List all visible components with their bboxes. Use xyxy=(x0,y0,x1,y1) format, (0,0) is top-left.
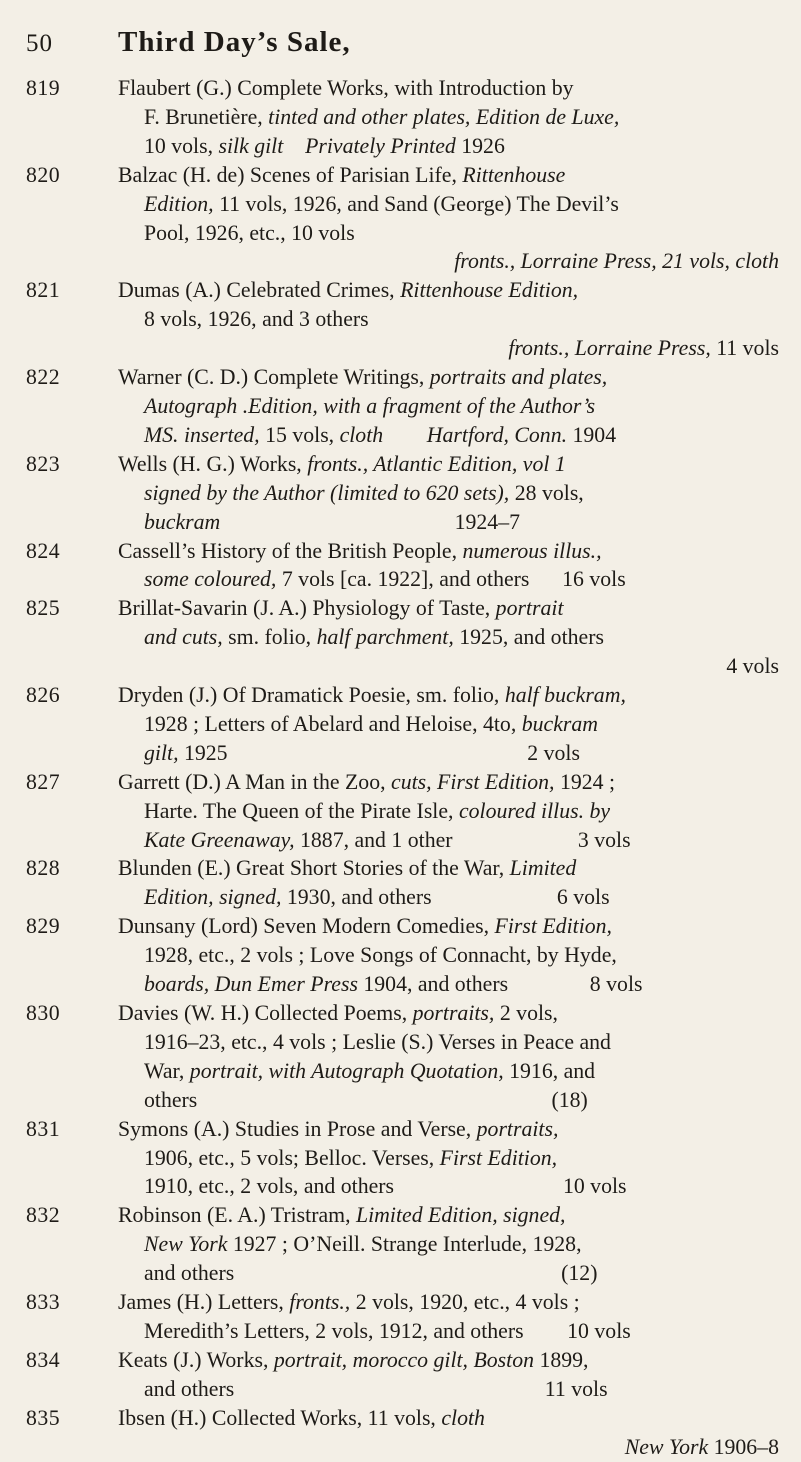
text-run: 1927 ; O’Neill. Strange Interlude, 1928, xyxy=(227,1232,582,1257)
text-run: Robinson (E. A.) Tristram, xyxy=(118,1203,356,1228)
lot-line xyxy=(118,1172,779,1201)
text-run: 28 vols, xyxy=(509,480,584,505)
lot-line xyxy=(118,450,779,479)
lot-line xyxy=(118,74,779,103)
lot-entry xyxy=(26,450,779,537)
lot-description xyxy=(118,1115,779,1202)
text-run: Harte. The Queen of the Pirate Isle, xyxy=(144,798,459,823)
lot-number: 822 xyxy=(26,365,61,390)
text-run: 8 vols, 1926, and 3 others xyxy=(144,307,369,332)
lot-number: 824 xyxy=(26,538,61,563)
italic-text: fronts., xyxy=(289,1290,351,1315)
italic-text: signed by the Author (limited to 620 sets), xyxy=(144,480,510,505)
lot-number: 825 xyxy=(26,596,61,621)
lot-line xyxy=(118,652,779,681)
lot-number: 831 xyxy=(26,1116,61,1141)
text-run: 1887, and 1 other 3 vols xyxy=(294,827,631,852)
text-run: and others (12) xyxy=(144,1261,598,1286)
lot-line xyxy=(118,1288,779,1317)
text-run: 1925 2 vols xyxy=(178,740,580,765)
lot-description xyxy=(118,594,779,681)
lot-number: 833 xyxy=(26,1290,61,1315)
lot-entry xyxy=(26,854,779,912)
lot-entry xyxy=(26,161,779,277)
text-run: 1904 xyxy=(567,422,617,447)
italic-text: First Edition, xyxy=(439,1145,558,1170)
lot-line xyxy=(118,276,779,305)
text-run: 1930, and others 6 vols xyxy=(281,885,610,910)
lot-number: 829 xyxy=(26,914,61,939)
lot-line xyxy=(118,797,779,826)
italic-text: Edition, signed, xyxy=(144,885,282,910)
text-run: Ibsen (H.) Collected Works, 11 vols, xyxy=(118,1405,442,1430)
lot-line xyxy=(118,826,779,855)
text-run: Symons (A.) Studies in Prose and Verse, xyxy=(118,1116,477,1141)
text-run: 2 vols, xyxy=(494,1001,558,1025)
italic-text: half parchment, xyxy=(316,625,454,650)
text-run xyxy=(383,421,427,450)
text-run: 1906, etc., 5 vols; Belloc. Verses, xyxy=(144,1145,440,1170)
lot-list xyxy=(26,74,779,1462)
text-run: 1926 xyxy=(455,133,505,158)
text-run: others (18) xyxy=(144,1087,588,1112)
lot-number: 820 xyxy=(26,162,61,187)
lot-line xyxy=(118,565,779,594)
lot-description xyxy=(118,363,779,450)
text-run: and others 11 vols xyxy=(144,1376,608,1401)
italic-text: buckram xyxy=(144,509,221,534)
text-run: Warner (C. D.) Complete Writings, xyxy=(118,365,430,390)
text-run: 15 vols, xyxy=(259,422,340,447)
italic-text: fronts., Lorraine Press, xyxy=(508,336,711,361)
lot-line xyxy=(118,941,779,970)
lot-number: 830 xyxy=(26,1001,61,1025)
lot-line xyxy=(118,103,779,132)
lot-number: 826 xyxy=(26,683,61,708)
text-run: Meredith’s Letters, 2 vols, 1912, and others 10 vols xyxy=(144,1318,631,1343)
lot-line xyxy=(118,1259,779,1288)
lot-line xyxy=(118,883,779,912)
text-run: 1916–23, etc., 4 vols ; Leslie (S.) Verses in Peace and xyxy=(144,1029,611,1054)
text-run: 1899, xyxy=(534,1347,589,1372)
lot-entry xyxy=(26,276,779,363)
lot-description xyxy=(118,768,779,855)
lot-line xyxy=(118,739,779,768)
italic-text: Limited xyxy=(509,856,577,881)
text-run: Davies (W. H.) Collected Poems, xyxy=(118,1001,413,1025)
text-run: James (H.) Letters, xyxy=(118,1290,290,1315)
italic-text: New York xyxy=(144,1232,228,1257)
lot-line xyxy=(118,508,779,537)
italic-text: coloured illus. by xyxy=(458,798,611,823)
lot-entry xyxy=(26,1115,779,1202)
text-run: 1928, etc., 2 vols ; Love Songs of Connacht, by Hyde, xyxy=(144,943,617,968)
lot-line xyxy=(118,999,779,1028)
italic-text: and cuts, xyxy=(144,625,223,650)
italic-text: Kate Greenaway, xyxy=(144,827,295,852)
text-run: 1928 ; Letters of Abelard and Heloise, 4to, xyxy=(144,711,522,736)
lot-line xyxy=(118,219,779,248)
lot-entry xyxy=(26,999,779,1115)
lot-line xyxy=(118,132,779,161)
italic-text: fronts., Lorraine Press, xyxy=(454,249,657,274)
text-run: sm. folio, xyxy=(222,625,317,650)
italic-text: portrait xyxy=(495,596,564,621)
lot-number: 832 xyxy=(26,1203,61,1228)
italic-text: buckram xyxy=(521,711,599,736)
text-run: 1925, and others xyxy=(453,625,604,650)
running-title: Third Day’s Sale, xyxy=(118,26,351,58)
lot-line xyxy=(118,190,779,219)
lot-line xyxy=(118,681,779,710)
text-run: Dryden (J.) Of Dramatick Poesie, sm. folio, xyxy=(118,683,505,708)
text-run: 4 vols xyxy=(726,654,779,679)
italic-text: portraits and plates, xyxy=(429,365,608,390)
lot-line xyxy=(118,1230,779,1259)
text-run: 11 vols, 1926, and Sand (George) The Devil’s xyxy=(213,191,619,216)
italic-text: First Edition, xyxy=(494,914,612,939)
lot-line xyxy=(118,768,779,797)
lot-description xyxy=(118,681,779,768)
italic-text: Rittenhouse Edition, xyxy=(400,278,579,303)
lot-line xyxy=(118,1317,779,1346)
lot-line xyxy=(118,854,779,883)
italic-text: portrait, with Autograph Quotation, xyxy=(189,1058,504,1083)
lot-line xyxy=(118,1201,779,1230)
lot-line xyxy=(118,710,779,739)
lot-line xyxy=(118,1433,779,1462)
text-run: 11 vols xyxy=(710,336,779,361)
lot-entry xyxy=(26,1201,779,1288)
italic-text: boards, Dun Emer Press xyxy=(144,972,358,997)
lot-number: 828 xyxy=(26,856,61,881)
italic-text: Hartford, Conn. xyxy=(426,422,568,447)
italic-text: tinted and other plates, Edition de Luxe, xyxy=(268,104,620,129)
lot-line xyxy=(118,392,779,421)
italic-text: cuts, First Edition, xyxy=(391,769,555,794)
lot-number: 821 xyxy=(26,278,61,303)
text-run: Wells (H. G.) Works, xyxy=(118,451,308,476)
lot-number: 834 xyxy=(26,1347,61,1372)
text-run xyxy=(283,132,305,161)
lot-line xyxy=(118,623,779,652)
lot-line xyxy=(118,537,779,566)
text-run: 10 vols, xyxy=(144,133,219,158)
text-run: 1916, and xyxy=(503,1058,596,1083)
lot-description xyxy=(118,1346,779,1404)
text-run: F. Brunetière, xyxy=(144,104,269,129)
text-run: 1910, etc., 2 vols, and others 10 vols xyxy=(144,1174,627,1199)
italic-text: fronts., Atlantic Edition, vol 1 xyxy=(307,451,566,476)
lot-description xyxy=(118,854,779,912)
lot-entry xyxy=(26,681,779,768)
lot-description xyxy=(118,450,779,537)
text-run: Dumas (A.) Celebrated Crimes, xyxy=(118,278,401,303)
lot-entry xyxy=(26,912,779,999)
text-run: 1904, and others 8 vols xyxy=(357,972,643,997)
lot-description xyxy=(118,999,779,1115)
lot-entry xyxy=(26,1404,779,1462)
italic-text: Limited Edition, signed, xyxy=(355,1203,566,1228)
text-run: 1906–8 xyxy=(708,1434,779,1459)
lot-description xyxy=(118,74,779,161)
text-run: Pool, 1926, etc., 10 vols xyxy=(144,220,355,245)
italic-text: gilt, xyxy=(144,740,179,765)
text-run: 2 vols, 1920, etc., 4 vols ; xyxy=(350,1290,580,1315)
italic-text: MS. inserted, xyxy=(144,422,260,447)
italic-text: Edition, xyxy=(144,191,214,216)
italic-text: some coloured, xyxy=(144,567,277,592)
italic-text: Privately Printed xyxy=(305,133,456,158)
lot-entry xyxy=(26,537,779,595)
lot-entry xyxy=(26,1288,779,1346)
lot-description xyxy=(118,1288,779,1346)
text-run: Cassell’s History of the British People, xyxy=(118,538,463,563)
text-run: Dunsany (Lord) Seven Modern Comedies, xyxy=(118,914,495,939)
lot-entry xyxy=(26,768,779,855)
italic-text: 21 vols, cloth xyxy=(656,249,779,274)
lot-line xyxy=(118,1346,779,1375)
lot-description xyxy=(118,1201,779,1288)
lot-description xyxy=(118,537,779,595)
text-run: 1924–7 xyxy=(220,509,520,534)
lot-description xyxy=(118,912,779,999)
lot-line xyxy=(118,247,779,276)
italic-text: half buckram, xyxy=(504,683,626,708)
lot-description xyxy=(118,161,779,277)
lot-line xyxy=(118,1115,779,1144)
lot-line xyxy=(118,479,779,508)
lot-line xyxy=(118,1375,779,1404)
italic-text: cloth xyxy=(339,422,384,447)
text-run: 1924 ; xyxy=(554,769,616,794)
lot-number: 823 xyxy=(26,451,61,476)
text-run: Garrett (D.) A Man in the Zoo, xyxy=(118,769,392,794)
lot-line xyxy=(118,1057,779,1086)
lot-entry xyxy=(26,74,779,161)
lot-entry xyxy=(26,594,779,681)
italic-text: portraits, xyxy=(476,1116,559,1141)
lot-line xyxy=(118,161,779,190)
italic-text: New York xyxy=(624,1434,709,1459)
page-number: 50 xyxy=(26,30,53,57)
italic-text: Autograph .Edition, with a fragment of the Author’s xyxy=(144,393,596,418)
lot-number: 835 xyxy=(26,1405,61,1430)
text-run: Keats (J.) Works, xyxy=(118,1347,274,1372)
lot-number: 827 xyxy=(26,769,61,794)
text-run: Flaubert (G.) Complete Works, with Introduction by xyxy=(118,76,574,100)
text-run: Balzac (H. de) Scenes of Parisian Life, xyxy=(118,162,463,187)
lot-line xyxy=(118,1028,779,1057)
lot-line xyxy=(118,305,779,334)
italic-text: silk gilt xyxy=(218,133,284,158)
lot-number: 819 xyxy=(26,76,61,100)
lot-line xyxy=(118,1086,779,1115)
lot-line xyxy=(118,1404,779,1433)
lot-line xyxy=(118,334,779,363)
lot-entry xyxy=(26,1346,779,1404)
lot-description xyxy=(118,1404,779,1462)
lot-description xyxy=(118,276,779,363)
lot-line xyxy=(118,363,779,392)
text-run: 7 vols [ca. 1922], and others 16 vols xyxy=(276,567,626,592)
italic-text: Rittenhouse xyxy=(462,162,566,187)
italic-text: portraits, xyxy=(412,1001,495,1025)
text-run: Brillat-Savarin (J. A.) Physiology of Taste, xyxy=(118,596,496,621)
italic-text: numerous illus., xyxy=(462,538,602,563)
text-run: Blunden (E.) Great Short Stories of the War, xyxy=(118,856,510,881)
lot-entry xyxy=(26,363,779,450)
lot-line xyxy=(118,1144,779,1173)
text-run: War, xyxy=(144,1058,190,1083)
lot-line xyxy=(118,970,779,999)
lot-line xyxy=(118,594,779,623)
italic-text: portrait, morocco gilt, Boston xyxy=(273,1347,535,1372)
italic-text: cloth xyxy=(441,1405,485,1430)
lot-line xyxy=(118,421,779,450)
page-header xyxy=(26,26,779,64)
lot-line xyxy=(118,912,779,941)
